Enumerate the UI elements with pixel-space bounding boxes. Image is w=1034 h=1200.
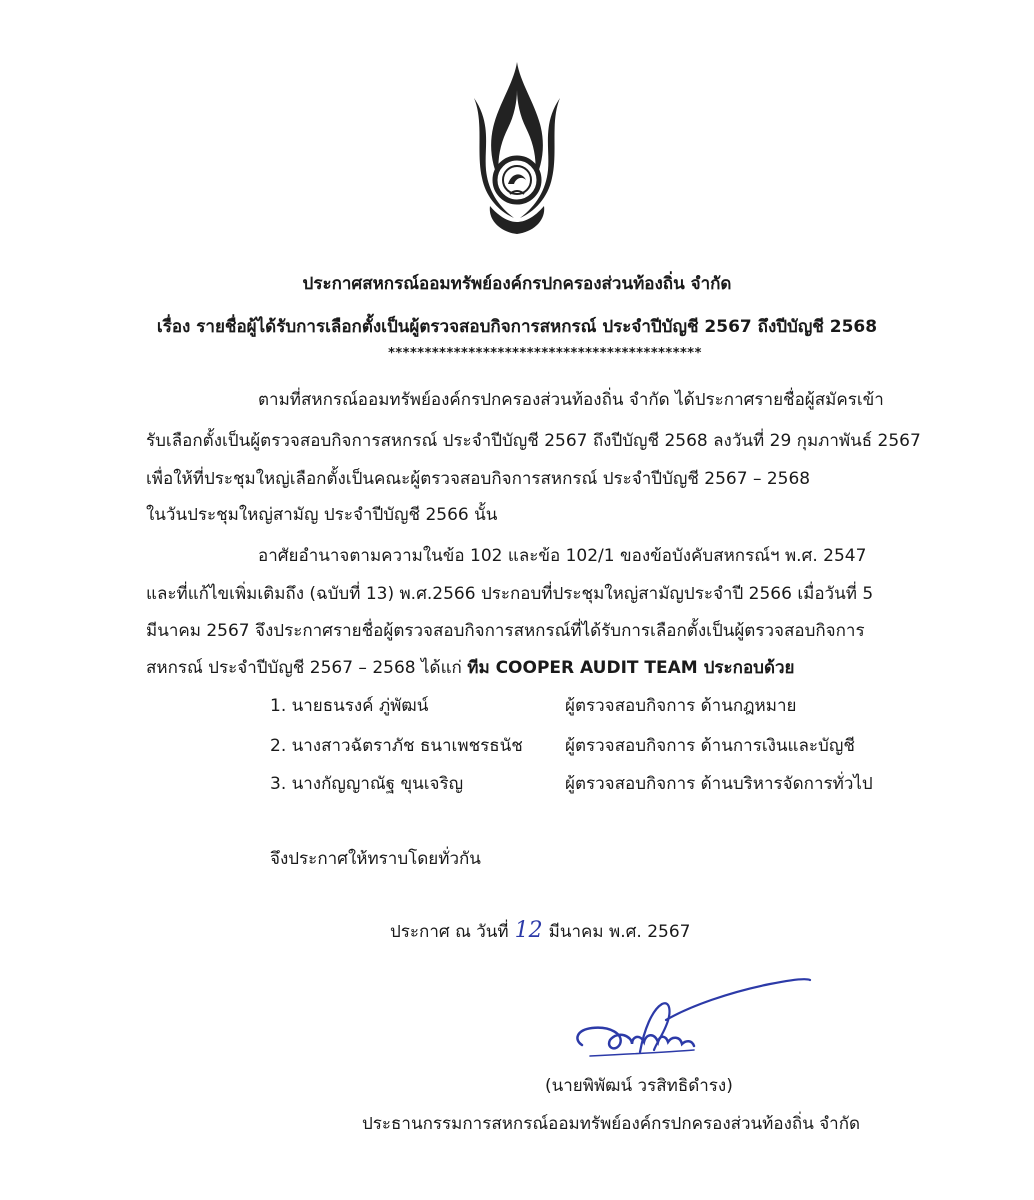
date-prefix: ประกาศ ณ วันที่	[390, 922, 509, 942]
member-name: 2. นางสาวฉัตราภัช ธนาเพชรธนัช	[270, 736, 523, 756]
cooperative-logo	[470, 62, 564, 234]
member-role: ผู้ตรวจสอบกิจการ ด้านการเงินและบัญชี	[565, 736, 855, 756]
paragraph1-line1: ตามที่สหกรณ์ออมทรัพย์องค์กรปกครองส่วนท้องถิ่น จำกัด ได้ประกาศรายชื่อผู้สมัครเข้า	[258, 390, 884, 410]
signer-position: ประธานกรรมการสหกรณ์ออมทรัพย์องค์กรปกครองส่วนท้องถิ่น จำกัด	[362, 1114, 861, 1134]
paragraph2-line4-text: สหกรณ์ ประจำปีบัญชี 2567 – 2568 ได้แก่	[146, 658, 468, 678]
member-name: 1. นายธนรงค์ ภู่พัฒน์	[270, 696, 429, 716]
paragraph1-line3: เพื่อให้ที่ประชุมใหญ่เลือกตั้งเป็นคณะผู้ตรวจสอบกิจการสหกรณ์ ประจำปีบัญชี 2567 – 2568	[146, 469, 811, 489]
team-name: ทีม COOPER AUDIT TEAM ประกอบด้วย	[467, 658, 795, 678]
handwritten-signature	[570, 970, 820, 1065]
title-divider: *******************************************	[388, 346, 702, 361]
signer-name: (นายพิพัฒน์ วรสิทธิดำรง)	[545, 1076, 733, 1096]
handwritten-day: 12	[514, 918, 543, 943]
paragraph1-line4: ในวันประชุมใหญ่สามัญ ประจำปีบัญชี 2566 นั้น	[146, 505, 498, 525]
announcement-date	[390, 918, 690, 945]
paragraph2-line3: มีนาคม 2567 จึงประกาศรายชื่อผู้ตรวจสอบกิจการสหกรณ์ที่ได้รับการเลือกตั้งเป็นผู้ตรวจสอบกิจการ	[146, 621, 865, 641]
paragraph2-line1: อาศัยอำนาจตามความในข้อ 102 และข้อ 102/1 ของข้อบังคับสหกรณ์ฯ พ.ศ. 2547	[258, 546, 867, 566]
announcement-title: ประกาศสหกรณ์ออมทรัพย์องค์กรปกครองส่วนท้องถิ่น จำกัด	[302, 274, 732, 294]
member-name: 3. นางกัญญาณัฐ ขุนเจริญ	[270, 774, 464, 794]
closing-statement: จึงประกาศให้ทราบโดยทั่วกัน	[270, 849, 481, 869]
paragraph2-line2: และที่แก้ไขเพิ่มเติมถึง (ฉบับที่ 13) พ.ศ.2566 ประกอบที่ประชุมใหญ่สามัญประจำปี 2566 เมื่อวันที่ 5	[146, 584, 874, 604]
paragraph2-line4	[146, 654, 795, 681]
member-role: ผู้ตรวจสอบกิจการ ด้านกฎหมาย	[565, 696, 797, 716]
member-role: ผู้ตรวจสอบกิจการ ด้านบริหารจัดการทั่วไป	[565, 774, 873, 794]
date-suffix: มีนาคม พ.ศ. 2567	[548, 922, 691, 942]
paragraph1-line2: รับเลือกตั้งเป็นผู้ตรวจสอบกิจการสหกรณ์ ประจำปีบัญชี 2567 ถึงปีบัญชี 2568 ลงวันที่ 29 กุมภาพันธ์ 2567	[146, 431, 921, 451]
announcement-subject: เรื่อง รายชื่อผู้ได้รับการเลือกตั้งเป็นผู้ตรวจสอบกิจการสหกรณ์ ประจำปีบัญชี 2567 ถึงปีบัญชี 2568	[156, 317, 878, 337]
